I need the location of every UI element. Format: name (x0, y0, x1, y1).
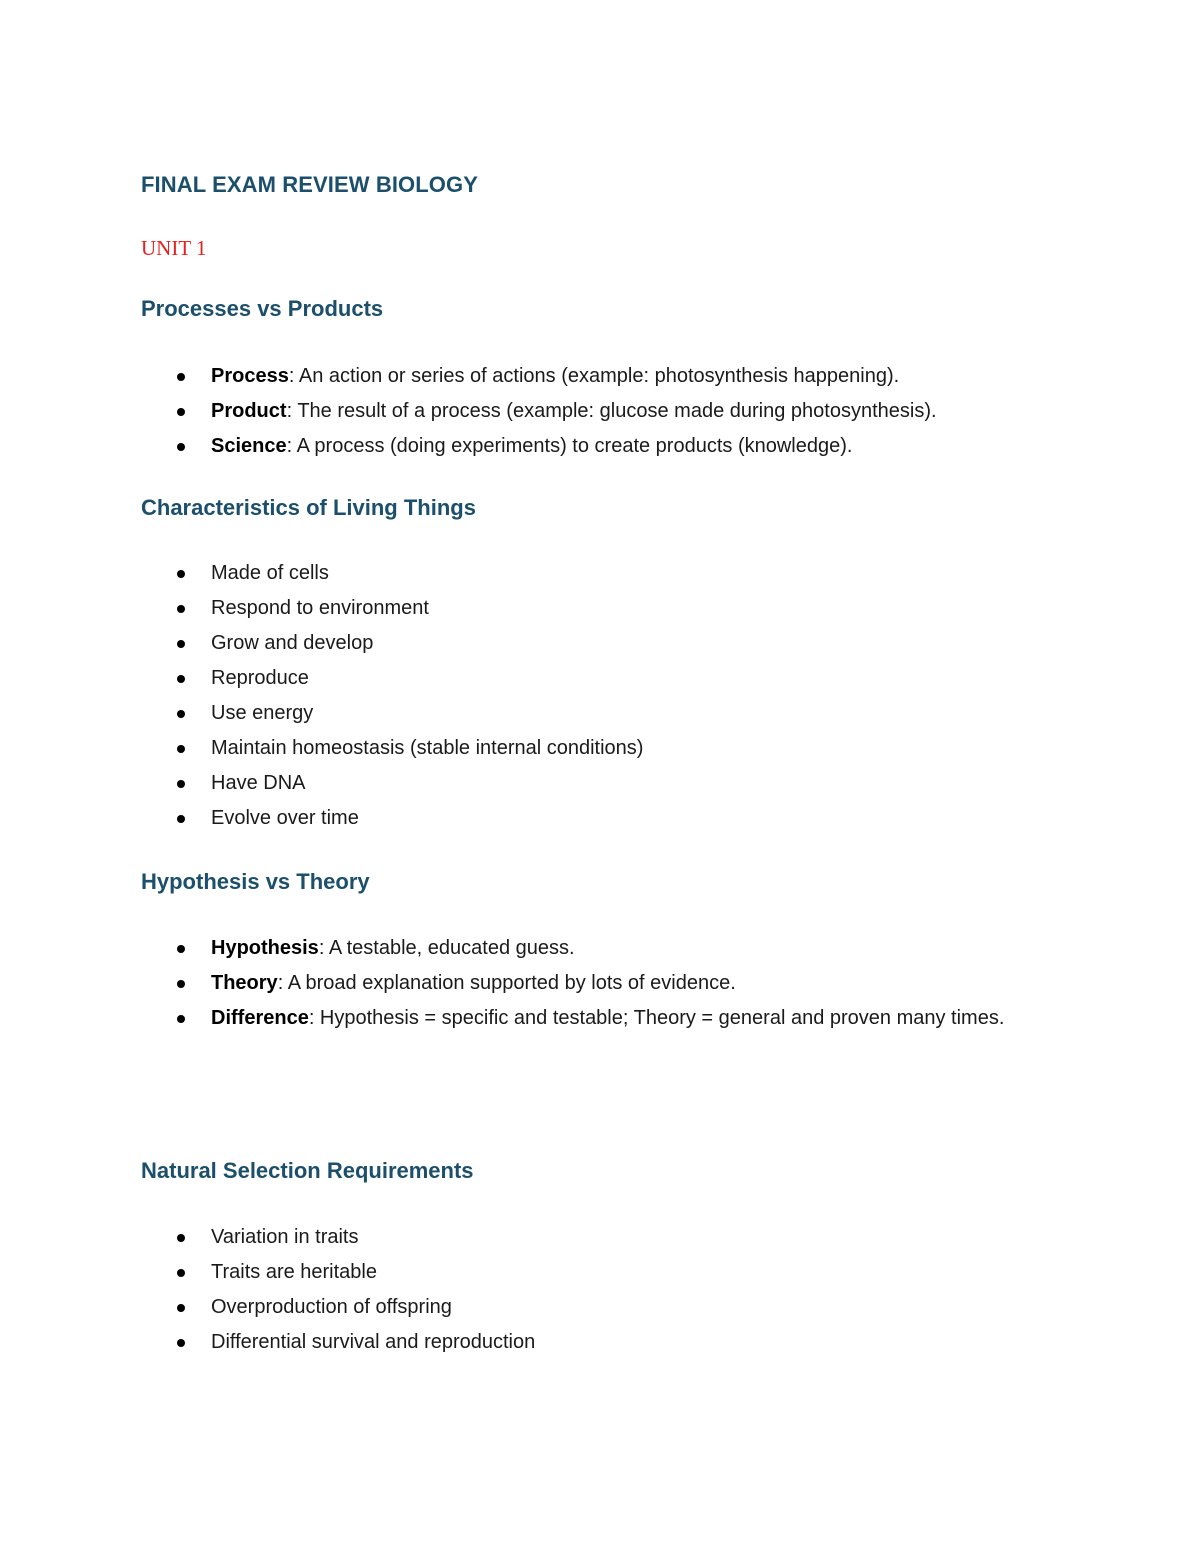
list-item (0, 591, 1071, 626)
definition-text: : A broad explanation supported by lots of evidence. (277, 972, 736, 994)
list-item (0, 801, 1071, 836)
list-item (0, 766, 1071, 801)
list-item-text: Evolve over time (211, 807, 359, 829)
list-item (0, 1220, 1071, 1255)
term-process: Process (211, 365, 289, 387)
bullet-icon (177, 408, 185, 416)
list-item (0, 556, 1071, 591)
list-item-text: Have DNA (211, 772, 306, 794)
definition-text: : An action or series of actions (example: photosynthesis happening). (288, 365, 900, 387)
list-item-text: Made of cells (211, 562, 329, 584)
list-item (0, 1290, 1071, 1325)
bullet-icon (177, 1269, 185, 1277)
list-item (0, 394, 1071, 429)
bullet-icon (177, 1234, 185, 1242)
definition-text: : The result of a process (example: glucose made during photosynthesis). (286, 400, 937, 422)
bullet-icon (177, 980, 185, 988)
characteristics-list (0, 556, 1071, 836)
term-science: Science (211, 435, 287, 457)
unit-label: UNIT 1 (141, 236, 207, 260)
bullet-icon (177, 640, 185, 648)
bullet-icon (177, 443, 185, 451)
list-item (0, 1001, 1071, 1035)
list-item (0, 359, 1071, 394)
list-item (0, 731, 1071, 766)
bullet-icon (177, 945, 185, 953)
list-item (0, 1325, 1071, 1360)
section-heading-hypothesis: Hypothesis vs Theory (141, 869, 370, 894)
bullet-icon (177, 1304, 185, 1312)
section-heading-processes: Processes vs Products (141, 296, 384, 321)
list-item-text: Maintain homeostasis (stable internal conditions) (211, 737, 644, 759)
list-item-text: Variation in traits (211, 1226, 359, 1248)
list-item (0, 661, 1071, 696)
bullet-icon (177, 1015, 185, 1023)
definition-text: : A process (doing experiments) to create products (knowledge). (286, 435, 853, 457)
natural-selection-list (0, 1220, 1071, 1360)
list-item-text: Traits are heritable (211, 1261, 377, 1283)
list-item-text: Grow and develop (211, 632, 374, 654)
section-heading-natural-selection: Natural Selection Requirements (141, 1158, 474, 1183)
list-item-text: Respond to environment (211, 597, 429, 619)
document-title: FINAL EXAM REVIEW BIOLOGY (141, 172, 479, 197)
bullet-icon (177, 605, 185, 613)
bullet-icon (177, 675, 185, 683)
bullet-icon (177, 373, 185, 381)
list-item (0, 931, 1071, 966)
term-hypothesis: Hypothesis (211, 937, 319, 959)
list-item-text: Differential survival and reproduction (211, 1331, 536, 1353)
list-item (0, 429, 1071, 464)
bullet-icon (177, 745, 185, 753)
list-item-text: Reproduce (211, 667, 309, 689)
list-item (0, 696, 1071, 731)
list-item (0, 626, 1071, 661)
list-item-text: Use energy (211, 702, 314, 724)
term-theory: Theory (211, 972, 278, 994)
bullet-icon (177, 570, 185, 578)
term-product: Product (211, 400, 287, 422)
list-item (0, 966, 1071, 1001)
bullet-icon (177, 710, 185, 718)
bullet-icon (177, 815, 185, 823)
definition-text: : Hypothesis = specific and testable; Theory = general and proven many times. (308, 1007, 1005, 1029)
hypothesis-list (0, 931, 1071, 1035)
term-difference: Difference (211, 1007, 309, 1029)
definition-text: : A testable, educated guess. (318, 937, 575, 959)
bullet-icon (177, 780, 185, 788)
list-item-text: Overproduction of offspring (211, 1296, 452, 1318)
list-item (0, 1255, 1071, 1290)
section-heading-characteristics: Characteristics of Living Things (141, 495, 476, 520)
bullet-icon (177, 1339, 185, 1347)
processes-list (0, 359, 1071, 464)
